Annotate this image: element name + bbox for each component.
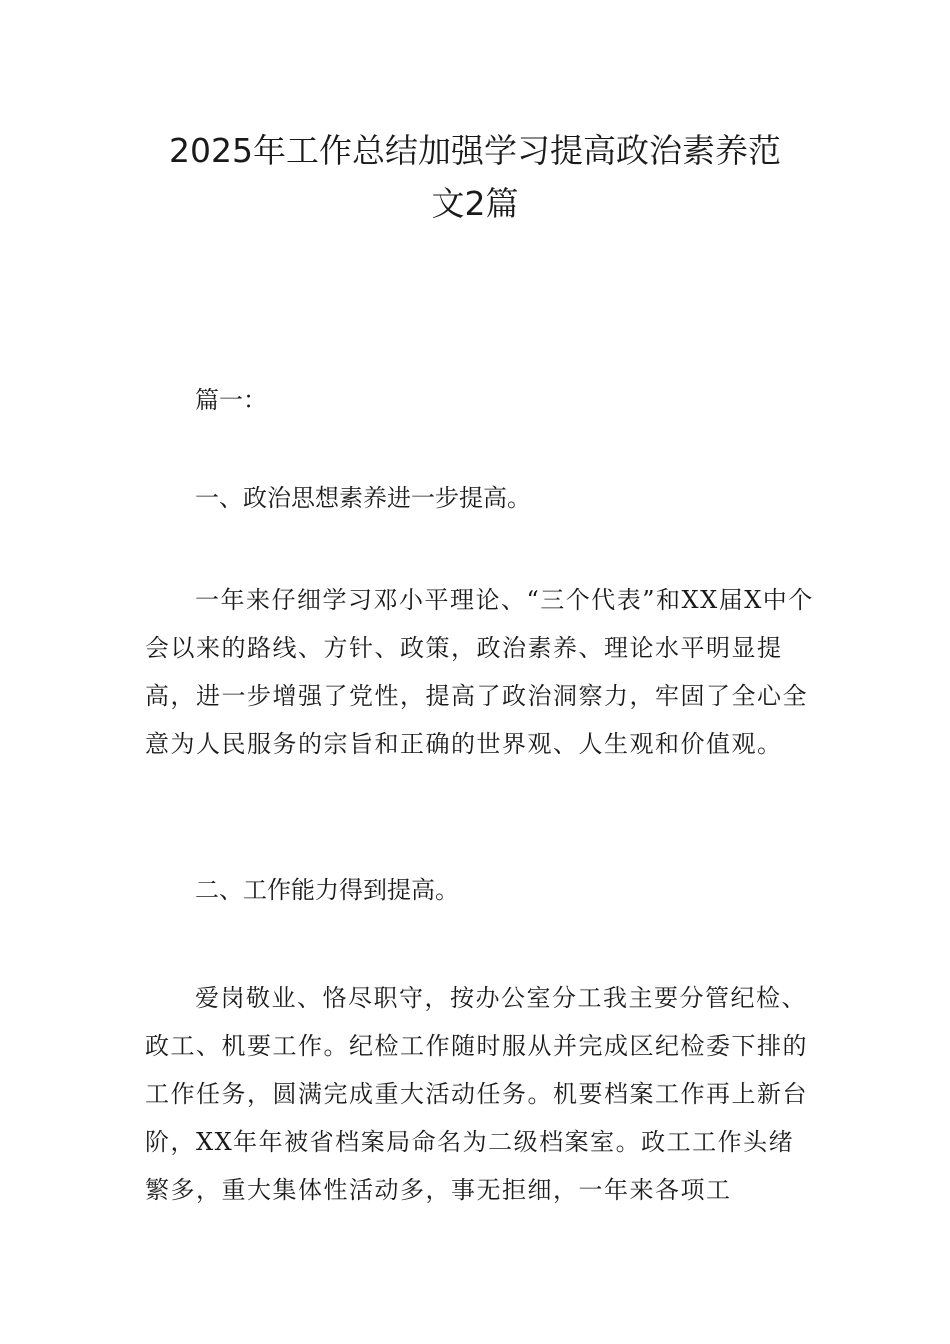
section-2-heading: 二、工作能力得到提高。 [195, 876, 459, 904]
section-1-heading: 一、政治思想素养进一步提高。 [195, 484, 531, 512]
document-title [100, 124, 850, 230]
section-1-paragraph: 一年来仔细学习邓小平理论、“三个代表”和XX届X中个会以来的路线、方针、政策，政治素养、理论水平明显提高，进一步增强了党性，提高了政治洞察力，牢固了全心全意为人民服务的宗旨和正确的世界观、人生观和价值观。 [145, 586, 814, 758]
title-line-1: 2025年工作总结加强学习提高政治素养范 [169, 131, 781, 170]
part-label: 篇一： [195, 386, 267, 414]
section-2-paragraph: 爱岗敬业、恪尽职守，按办公室分工我主要分管纪检、政工、机要工作。纪检工作随时服从并完成区纪检委下排的工作任务，圆满完成重大活动任务。机要档案工作再上新台阶，XX年年被省档案局命名为二级档案室。政工工作头绪繁多，重大集体性活动多，事无拒细，一年来各项工 [145, 984, 808, 1204]
title-line-2: 文2篇 [431, 184, 519, 223]
